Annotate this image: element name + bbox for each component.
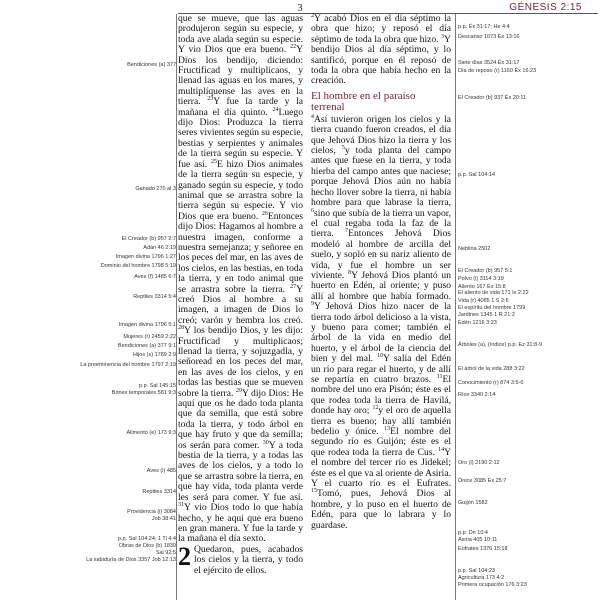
margin-note: p.p. Sal 145:15 [138, 383, 176, 389]
left-margin-rule [176, 14, 177, 600]
margin-note: Bendiciones (a) 377 9:1 [117, 343, 176, 349]
verse-text: y el oro de aquella tierra es bueno; hay allí también bedelio y ónice. [311, 405, 451, 438]
margin-note: La preeminencia del hombre 1797 2:19 [80, 362, 176, 368]
verse-text: Y bendijo Dios al día séptimo, y lo santificó, porque en él reposó de toda la obra que había hecho en la creación. [311, 33, 451, 87]
verse-text: y toda planta del campo antes que fuese en la tierra, y toda hierba del campo antes que naciese; porque Jehová Dios aún no había hecho llover sobre la tierra, ni había hombre para que labrase la tierra, [311, 145, 451, 209]
margin-note: Conocimiento (r) 874 3:5-6 [458, 380, 524, 386]
verse-number: 29 [235, 387, 242, 394]
verse [178, 13, 303, 55]
verse-text: Y fue la tarde y la mañana el día quinto. [178, 96, 303, 118]
verse-number: 4 [311, 113, 314, 120]
margin-note: Alimento (e) 173 9:3 [126, 430, 176, 436]
margin-note: Imagen divina 1796 5:1 [118, 322, 176, 328]
verse-number: 9 [311, 300, 314, 307]
section-heading: El hombre en el paraíso terrenal [311, 89, 416, 113]
text-column-1 [178, 14, 303, 576]
verse-text: Y a toda bestia de la tierra, y a todas las aves de los cielos, y a todo lo que se arrastra sobre la tierra, en que hay vida, toda planta verde les será para comer. Y fue así. [178, 439, 303, 503]
margin-note: Bones temporales 581 9:3 [111, 390, 176, 396]
margin-note: Jardines 1345 1 R 21:2 [458, 312, 515, 318]
verse-text: Y Dios los bendijo, diciendo: Fructificad y multiplicaos, y llenad las aguas en los mares, y multiplíquense las aves en la tierra. [178, 44, 303, 108]
margin-note: Ganado 270 al 3 [135, 186, 176, 192]
verse-number: 15 [311, 488, 317, 495]
margin-note: Obras de Dios (b) 1839 [118, 543, 176, 549]
verse-text: Y vio Dios todo lo que había hecho, y he aquí que era bueno en gran manera. Y fue la tarde y la mañana el día sexto. [178, 502, 303, 545]
verse-number: 14 [438, 446, 445, 453]
verse-number: 28 [178, 325, 184, 331]
verse-text: Luego dijo Dios: Produzca la tierra seres vivientes según su especie, bestias y serpientes y animales de la tierra según su especie. Y fue así. [178, 106, 303, 170]
running-head: GÉNESIS 2:15 [509, 2, 582, 13]
verse-number: 30 [262, 439, 269, 446]
margin-note: Reptiles 3314 5:4 [133, 294, 176, 300]
margin-note: Providencia (i) 3084 [127, 509, 176, 515]
page-number: 3 [297, 3, 303, 14]
margin-note: El espíritu del hombre 1799 [458, 305, 526, 311]
margin-note: p.p. Éx 31:17; He 4:4 [458, 24, 510, 30]
margin-note: Asiria 405 10:11 [458, 537, 498, 543]
verse-text: Y el nombre del tercer río es Jidekel; éste es el que va al oriente de Asiria. Y el cuarto río es el Eufrates. [311, 446, 451, 490]
margin-note: Primera ocupación 176 3:23 [458, 582, 527, 588]
verse-text: Entonces Jehová Dios modeló al hombre de arcilla del suelo, y sopló en su nariz aliento de vida, y fue el hombre un ser viviente. [311, 228, 451, 281]
verse-number: 7 [345, 228, 349, 235]
verse-number: 6 [311, 207, 314, 214]
margin-note: Adán 46 2:19 [143, 245, 176, 251]
margin-note: Aliento 167 Éx 15:8 [458, 284, 506, 290]
margin-note: Reptiles 3314 [142, 489, 176, 495]
verse-number: 31 [178, 501, 184, 508]
verse [311, 13, 451, 45]
margin-note: Eufrates 1376 15:18 [458, 546, 508, 552]
verse-number: 24 [272, 106, 279, 113]
margin-note: Job 38:41 [151, 516, 176, 522]
verse-text: El nombre del segundo río es Guijón; éste es el que rodea toda la tierra de Cus. [311, 426, 451, 458]
verse-text: Y acabó Dios en el día séptimo la obra que hizo; y reposó el día séptimo de toda la obra que hizo. [311, 13, 451, 45]
margin-note: Sal 92:5 [155, 550, 176, 556]
margin-note: Aves (f) 1485 6:7 [134, 274, 176, 280]
verse [311, 145, 451, 208]
verse-text: El nombre del uno era Pisón; éste es el que rodea toda la tierra de Havilá, donde hay oro; [311, 374, 451, 417]
margin-note: Día de reposo (r) 1160 Éx 16:23 [458, 68, 537, 74]
margin-note: p.p. Sal 104:24; 1 Ti 4:4 [117, 536, 176, 542]
margin-note: Edén 1216 3:23 [458, 320, 497, 326]
margin-note: p.p. Sal 104:14 [458, 172, 496, 178]
verse [311, 488, 451, 530]
margin-note: p.p. Sal 104:23 [458, 568, 496, 574]
verse-text: Así tuvieron origen los cielos y la tierra cuando fueron creados, el día que Jehová Dios hizo la tierra y los cielos, [311, 113, 451, 157]
margin-note: Hijos (s) 1789 2:9 [132, 352, 176, 358]
verse-text: Y los bendijo Dios, y les dijo: Fructificad y multiplicaos; llenad la tierra, y sojuzgadla, y señoread en los peces del mar, en las aves de los cielos, y en todas las bestias que se mueven sobre la tierra. [178, 325, 303, 399]
verse-number: 22 [290, 44, 297, 51]
margin-note: Polvo (i) 3114 3:19 [458, 276, 504, 282]
verse-text: Y dijo Dios: He aquí que os he dado toda planta que da semilla, que está sobre toda la tierra, y todo árbol en que hay fruto y que da semilla; os serán para comer. [178, 387, 303, 451]
verse-text: sino que subía de la tierra un vapor, el cual regaba toda la faz de la tierra. [311, 207, 451, 240]
verse-text: Quedaron, pues, acabados los cielos y la tierra, y todo el ejército de ellos. [194, 543, 303, 576]
margin-note: Vida (r) 4085 1 S 2:6 [458, 298, 509, 304]
margin-note: Descanso 1073 Éx 13:16 [458, 34, 520, 40]
verse-number: 2 [311, 12, 314, 19]
verse [178, 211, 303, 295]
margin-note: La sabiduría de Dios 3357 Job 12:13 [86, 557, 176, 563]
verse-number: 13 [384, 425, 391, 432]
verse-number: 23 [207, 96, 214, 103]
margin-note: Ríos 3340 2:14 [458, 392, 496, 398]
verse-number: 10 [377, 353, 384, 359]
margin-note: Agricultura 173 4:2 [458, 575, 505, 581]
margin-note: Aves (i) 485 [146, 468, 176, 474]
verse-number: 26 [261, 210, 268, 217]
margin-note: p.p. Dn 10:4 [458, 530, 488, 536]
verse-number: 8 [348, 269, 352, 276]
verse-text: Y creó Dios al hombre a su imagen, a imagen de Dios lo creó; varón y hembra los creó. [178, 283, 303, 326]
verse [178, 502, 303, 544]
chapter-2 [178, 541, 303, 576]
chapter-number: 2 [178, 541, 191, 571]
margin-note: El árbol de la vida 288 3:22 [458, 366, 525, 372]
verse-number: 27 [290, 283, 297, 290]
verse-number: 12 [372, 405, 379, 412]
margin-note: Siete días 3524 Éx 31:17 [458, 60, 520, 66]
verse-text: E hizo Dios animales de la tierra según su especie, y ganado según su especie, y todo animal que se arrastra sobre la tierra según su especie. Y vio Dios que era bueno. [178, 158, 303, 222]
verse-text: Entonces dijo Dios: Hagamos al hombre a nuestra imagen, conforme a nuestra semejanza; y señoree en los peces del mar, en las aves de los cielos, en las bestias, en toda la tierra, y en todo animal que se arrastra sobre la tierra. [178, 210, 303, 295]
margin-note: El Creador (b) 937 Éx 20:11 [458, 95, 527, 101]
margin-note: El aliento de vida 171 Is 2:22 [458, 290, 529, 296]
margin-note: El Creador (b) 957 2:7 [121, 236, 176, 242]
margin-note: Ónice 3085 Éx 25:7 [458, 478, 507, 484]
text-column-2 [311, 14, 451, 531]
verse-text: Y Jehová Dios plantó un huerto en Edén, al oriente; y puso allí al hombre que había formado. [311, 269, 451, 302]
verse-number: 11 [436, 373, 443, 380]
margin-note: Mujeres (r) 2459 2:22 [123, 334, 176, 340]
margin-note: Bendiciones (a) 377 [127, 62, 176, 68]
verse-number: 5 [341, 144, 345, 151]
verse [178, 440, 303, 503]
margin-note: El Creador (b) 957 5:1 [458, 268, 513, 274]
right-margin-rule [455, 14, 456, 600]
margin-note: Dominio del hombre 1798 5:19 [100, 263, 176, 269]
verse-text: Y Jehová Dios hizo nacer de la tierra todo árbol delicioso a la vista, y bueno para comer; también el árbol de la vida en medio del huerto, y el árbol de la ciencia del bien y del mal. [311, 301, 451, 365]
margin-note: Árboles (a), (índice) p.p. Ez 31:8-9 [458, 342, 543, 348]
margin-note: Imagen divina 1796 1:27 [115, 254, 176, 260]
verse-text: Y salía del Edén un río para regar el huerto, y de allí se repartía en cuatro brazos. [311, 353, 452, 385]
verse-number: 25 [210, 158, 217, 165]
verse-text: que se mueve, que las aguas produjeron según su especie, y toda ave alada según su especie. Y vio Dios que era bueno. [178, 13, 303, 56]
verse-number: 3 [441, 33, 445, 40]
verse-text: Tomó, pues, Jehová Dios al hombre, y lo puso en el huerto de Edén, para que lo labrara y lo guardase. [311, 488, 451, 531]
margin-note: Guijón 1582 [458, 500, 488, 506]
margin-note: Neblina 2502 [458, 246, 491, 252]
margin-note: Oro (i) 2190 2:12 [458, 460, 500, 466]
